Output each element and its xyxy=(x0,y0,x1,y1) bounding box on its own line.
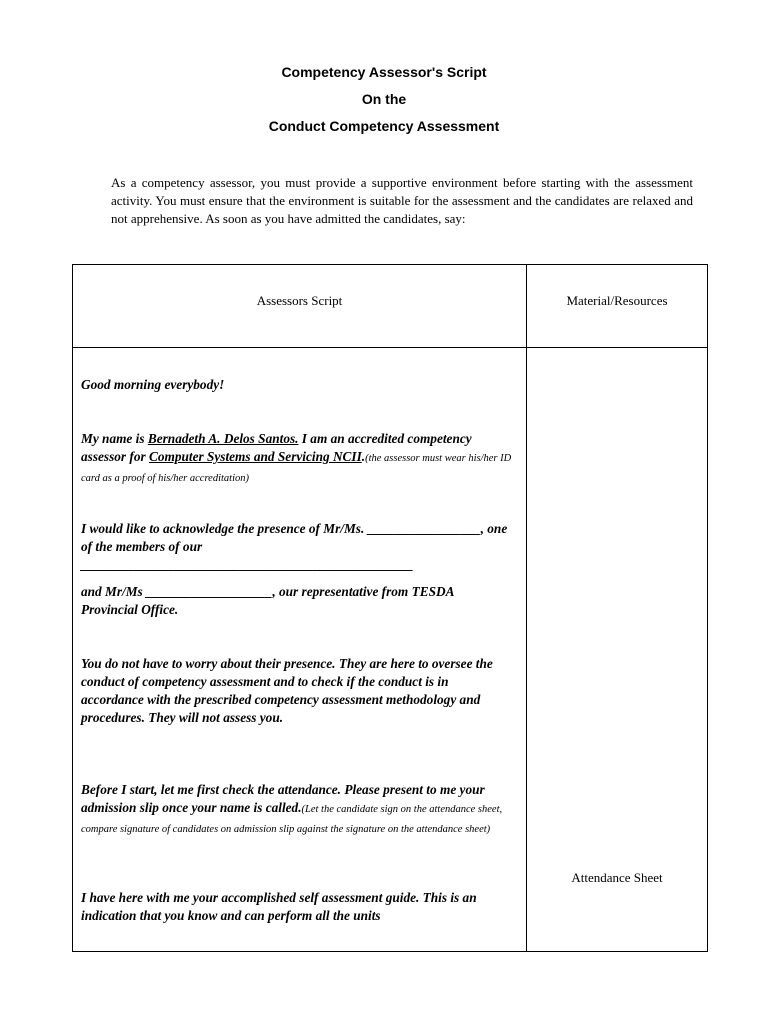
assessor-name: Bernadeth A. Delos Santos. xyxy=(147,431,299,446)
column-divider xyxy=(526,265,527,951)
script-representative: and Mr/Ms ___________________, our representative from TESDA Provincial Office. xyxy=(81,584,454,617)
header-divider xyxy=(73,347,707,348)
intro-text-c: . xyxy=(361,449,366,464)
script-reassure: You do not have to worry about their presence. They are here to oversee the conduct of competency assessment and to check if the conduct is in accordance with the prescribed competency assessment methodology and procedures. They will not assess you. xyxy=(81,656,493,725)
script-attendance xyxy=(81,781,513,839)
document-title: Competency Assessor's Script xyxy=(281,64,487,80)
document-subtitle: Conduct Competency Assessment xyxy=(268,118,500,134)
col-header-assessors-script: Assessors Script xyxy=(256,293,343,308)
script-table xyxy=(72,264,708,952)
id-card-note: (the assessor must wear his/her ID card as a proof of his/her accreditation) xyxy=(81,453,512,484)
qualification-name: Computer Systems and Servicing NCII xyxy=(148,449,362,464)
script-introduction xyxy=(81,430,513,488)
col-header-material-resources: Material/Resources xyxy=(566,293,668,308)
intro-text-b: I am an accredited competency assessor for xyxy=(81,431,472,464)
script-self-assessment: I have here with me your accomplished self assessment guide. This is an indication that you know and can perform all the units xyxy=(81,890,477,923)
attendance-note: (Let the candidate sign on the attendance sheet, compare signature of candidates on admission slip against the signature on the attendance sheet) xyxy=(81,804,503,835)
intro-paragraph: As a competency assessor, you must provide a supportive environment before starting with the assessment activity. You must ensure that the environment is suitable for the assessment and the candidates are relaxed and not apprehensive. As soon as you have admitted the candidates, say: xyxy=(111,175,693,226)
script-acknowledge: I would like to acknowledge the presence of Mr/Ms. _________________, one of the members of our __________________________________________________ xyxy=(81,521,508,572)
material-attendance-sheet: Attendance Sheet xyxy=(571,870,663,885)
attendance-text: Before I start, let me first check the attendance. Please present to me your admission slip once your name is called. xyxy=(81,782,485,815)
script-greeting: Good morning everybody! xyxy=(81,377,225,392)
document-subtitle-on: On the xyxy=(361,91,407,107)
intro-text-a: My name is xyxy=(81,431,148,446)
